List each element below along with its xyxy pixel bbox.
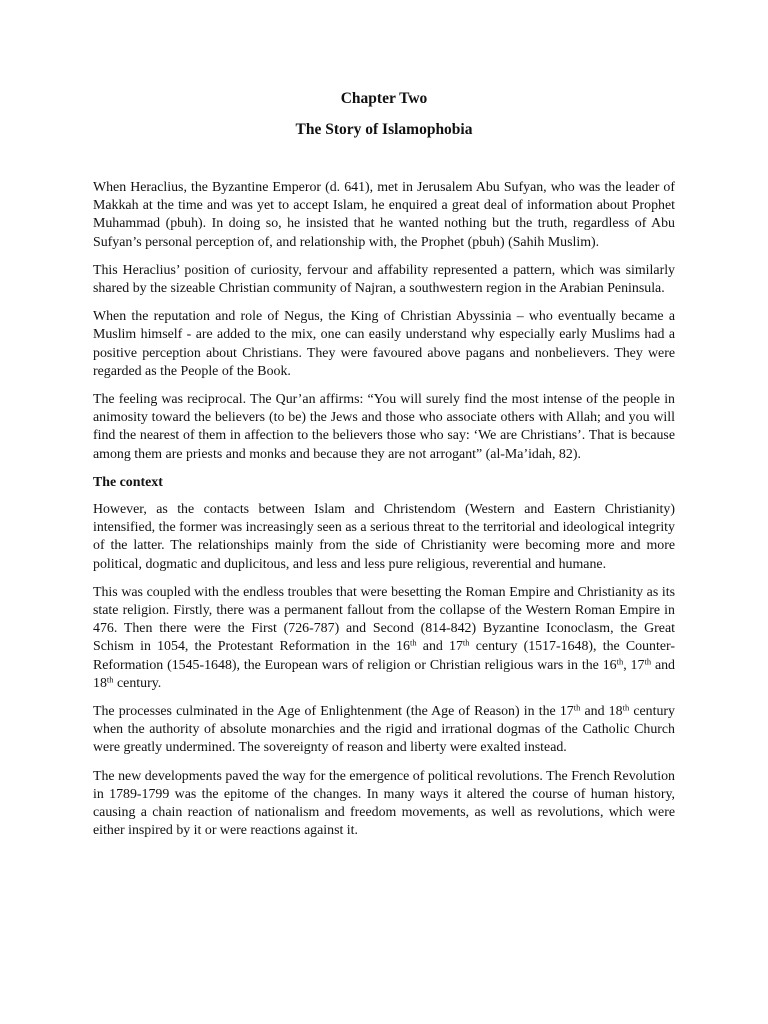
paragraph-text: and 18 xyxy=(580,704,623,720)
paragraph-text: century (1517-1648), the Counter-Reformation (1545-1648), the European wars of religion or Christian religious wars in the 16 xyxy=(93,639,675,673)
ordinal-suffix: th xyxy=(409,637,417,648)
paragraph-text: and 18 xyxy=(93,657,676,691)
paragraph-text: and 17 xyxy=(416,639,463,655)
paragraph-text: , 17 xyxy=(623,657,645,673)
paragraph-text: century. xyxy=(113,675,162,691)
paragraph: When Heraclius, the Byzantine Emperor (d. 641), met in Jerusalem Abu Sufyan, who was the leader of Makkah at the time and was yet to accept Islam, he enquired a great deal of information about Prophet Muhammad (pbuh). In doing so, he insisted that he wanted nothing but the truth, regardless of Abu Sufyan’s personal perception of, and relationship with, the Prophet (pbuh) (Sahih Muslim). xyxy=(93,180,675,250)
paragraph xyxy=(93,584,675,693)
paragraph-text: The processes culminated in the Age of Enlightenment (the Age of Reason) in the 17 xyxy=(93,704,574,720)
paragraph xyxy=(93,703,675,758)
paragraph-text: This was coupled with the endless troubles that were besetting the Roman Empire and Christianity as its state religion. Firstly, there was a permanent fallout from the collapse of the Western Roman Empire in 476. Then there were the First (726-787) and Second (814-842) Byzantine Iconoclasm, the Great Schism in 1054, the Protestant Reformation in the 16 xyxy=(93,584,675,655)
ordinal-suffix: th xyxy=(106,674,114,685)
paragraph: This Heraclius’ position of curiosity, fervour and affability represented a pattern, which was similarly shared by the sizeable Christian community of Najran, a southwestern region in the Arabian Peninsula. xyxy=(93,262,675,297)
section-heading: The context xyxy=(93,474,163,490)
paragraph: The new developments paved the way for the emergence of political revolutions. The French Revolution in 1789-1799 was the epitome of the changes. In many ways it altered the course of human history, causing a chain reaction of nationalism and freedom movements, as well as revolutions, which were either inspired by it or were reactions against it. xyxy=(93,768,675,839)
ordinal-suffix: th xyxy=(644,656,652,666)
ordinal-suffix: th xyxy=(616,656,624,666)
chapter-title: Chapter Two xyxy=(340,90,428,107)
ordinal-suffix: th xyxy=(622,702,630,713)
paragraph: However, as the contacts between Islam and Christendom (Western and Eastern Christianity) intensified, the former was increasingly seen as a serious threat to the territorial and ideological integrity of the latter. The relationships mainly from the side of Christianity were becoming more and more political, dogmatic and duplicitous, and less and less pure religious, reverential and humane. xyxy=(93,502,675,572)
document-body xyxy=(93,179,675,851)
ordinal-suffix: th xyxy=(573,702,581,713)
ordinal-suffix: th xyxy=(462,637,470,648)
page-title: The Story of Islamophobia xyxy=(295,121,473,138)
paragraph: When the reputation and role of Negus, the King of Christian Abyssinia – who eventually became a Muslim himself - are added to the mix, one can easily understand why especially early Muslims had a positive perception about Christians. They were favoured above pagans and nonbelievers. They were regarded as the People of the Book. xyxy=(93,309,675,379)
paragraph: The feeling was reciprocal. The Qur’an affirms: “You will surely find the most intense of the people in animosity toward the believers (to be) the Jews and those who associate others with Allah; and you will find the nearest of them in affection to the believers those who say: ‘We are Christians’. That is because among them are priests and monks and because they are not arrogant” (al-Ma’idah, 82). xyxy=(93,392,675,462)
paragraph-text: century when the authority of absolute monarchies and the rigid and irrational dogmas of the Catholic Church were greatly undermined. The sovereignty of reason and liberty were exalted instead. xyxy=(93,704,675,756)
